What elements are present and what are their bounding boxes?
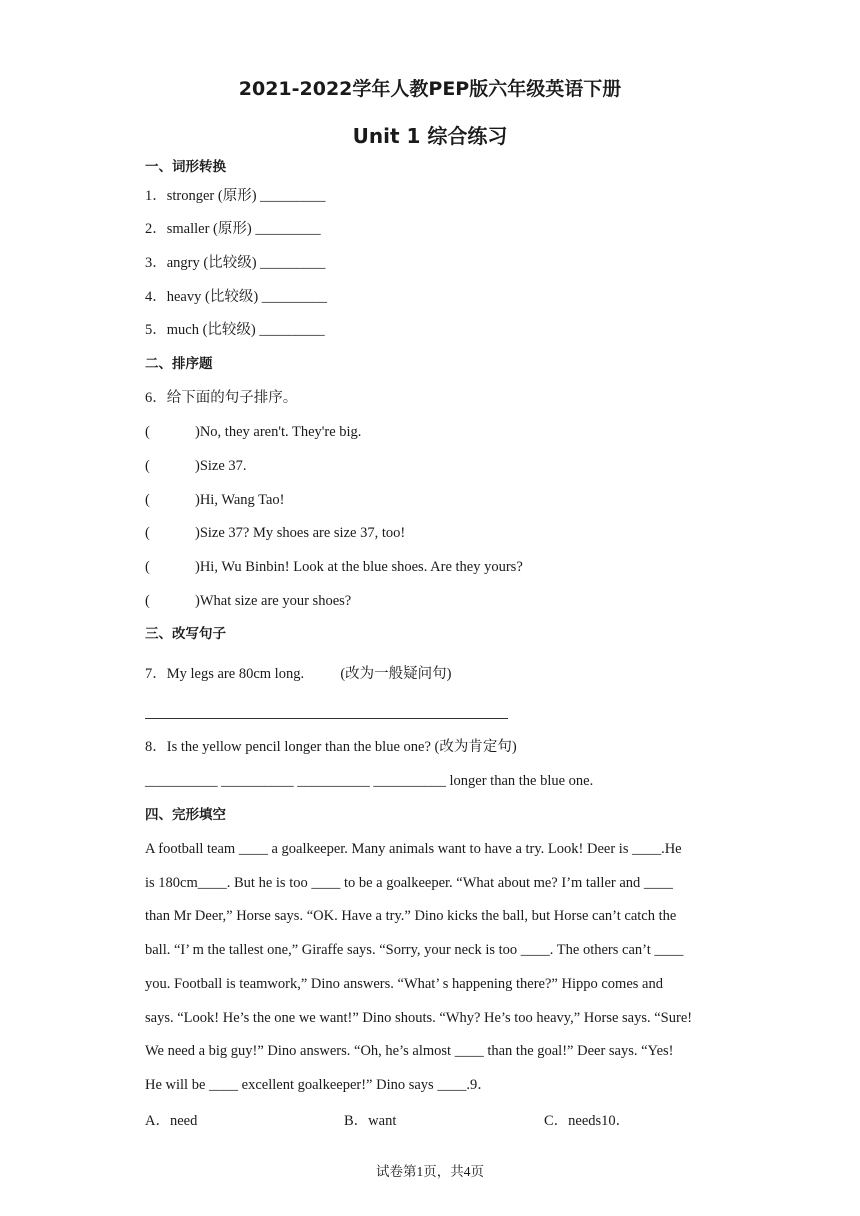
answer-line: [145, 718, 508, 719]
page-subtitle: Unit 1 综合练习: [352, 124, 508, 148]
option-b: B．want: [344, 1113, 397, 1129]
option-a: A．need: [145, 1113, 198, 1129]
passage-line: than Mr Deer,” Horse says. “OK. Have a try.” Dino kicks the ball, but Horse can’t catch the: [145, 908, 677, 924]
section3-heading: 三、改写句子: [145, 626, 226, 642]
question-item: 5．much (比较级) _________: [145, 322, 325, 338]
ordering-text: )Hi, Wang Tao!: [195, 492, 285, 508]
passage-line: is 180cm____. But he is too ____ to be a goalkeeper. “What about me? I’m taller and ____: [145, 875, 673, 891]
question-item: 4．heavy (比较级) _________: [145, 289, 328, 305]
question-7: 7．My legs are 80cm long. (改为一般疑问句): [145, 666, 452, 682]
passage-line: We need a big guy!” Dino answers. “Oh, he’s almost ____ than the goal!” Deer says. “Yes!: [145, 1043, 674, 1059]
ordering-item: [145, 557, 523, 577]
passage-line: you. Football is teamwork,” Dino answers. “What’ s happening there?” Hippo comes and: [145, 976, 663, 992]
ordering-text: )Size 37.: [195, 458, 247, 474]
open-paren: (: [145, 424, 150, 440]
ordering-text: )Size 37? My shoes are size 37, too!: [195, 525, 406, 541]
section4-heading: 四、完形填空: [145, 807, 226, 823]
open-paren: (: [145, 593, 150, 609]
ordering-item: [145, 523, 405, 543]
ordering-item: [145, 456, 247, 476]
section2-question: 6．给下面的句子排序。: [145, 390, 298, 406]
ordering-item: [145, 422, 361, 442]
page-title: 2021-2022学年人教PEP版六年级英语下册: [238, 78, 622, 100]
passage-line: A football team ____ a goalkeeper. Many animals want to have a try. Look! Deer is ____.He: [145, 841, 682, 857]
passage-line: says. “Look! He’s the one we want!” Dino shouts. “Why? He’s too heavy,” Horse says. “Sure!: [145, 1010, 693, 1026]
open-paren: (: [145, 458, 150, 474]
ordering-item: [145, 490, 285, 510]
question-8: 8．Is the yellow pencil longer than the blue one? (改为肯定句): [145, 739, 517, 755]
ordering-text: )Hi, Wu Binbin! Look at the blue shoes. Are they yours?: [195, 559, 523, 575]
question-item: 2．smaller (原形) _________: [145, 221, 321, 237]
option-c: C．needs10．: [544, 1113, 631, 1129]
ordering-text: )No, they aren't. They're big.: [195, 424, 362, 440]
passage-line: ball. “I’ m the tallest one,” Giraffe says. “Sorry, your neck is too ____. The others can’t ____: [145, 942, 684, 958]
question-item: 1．stronger (原形) _________: [145, 188, 326, 204]
open-paren: (: [145, 492, 150, 508]
section1-heading: 一、词形转换: [145, 159, 226, 175]
question-8-answer: __________ __________ __________ __________ longer than the blue one.: [145, 773, 594, 789]
page-footer: 试卷第1页，共4页: [376, 1164, 484, 1179]
passage-line: He will be ____ excellent goalkeeper!” Dino says ____.9．: [145, 1077, 492, 1093]
open-paren: (: [145, 559, 150, 575]
open-paren: (: [145, 525, 150, 541]
section2-heading: 二、排序题: [145, 356, 213, 372]
question-item: 3．angry (比较级) _________: [145, 255, 326, 271]
ordering-text: )What size are your shoes?: [195, 593, 352, 609]
ordering-item: [145, 591, 351, 611]
